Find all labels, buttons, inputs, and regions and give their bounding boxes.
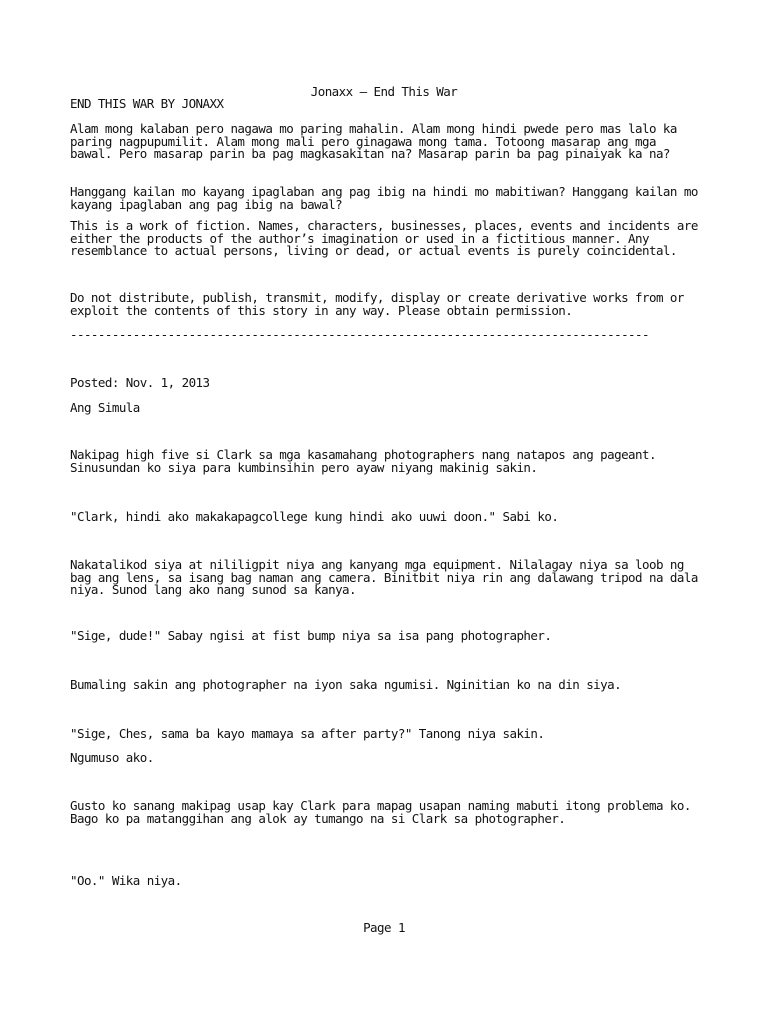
chapter-title: Ang Simula [70,400,140,415]
story-paragraph-4: "Sige, dude!" Sabay ngisi at fist bump niya sa isa pang photographer. [70,628,552,643]
document-title: Jonaxx – End This War [310,84,458,99]
intro-paragraph-1: Alam mong kalaban pero nagawa mo paring mahalin. Alam mong hindi pwede pero mas lalo ka paring nagpupumilit. Alam mong mali pero ginagawa mong tama. Totoong masarap ang mga bawal. Pero masarap parin ba pag magkasakitan na? Masarap parin ba pag pinaiyak ka na? [70,121,677,162]
posted-date: Posted: Nov. 1, 2013 [70,375,210,390]
intro-paragraph-2: Hanggang kailan mo kayang ipaglaban ang pag ibig na hindi mo mabitiwan? Hanggang kailan mo kayang ipaglaban ang pag ibig na bawal? [70,184,698,212]
intro-paragraph-4: Do not distribute, publish, transmit, modify, display or create derivative works from or exploit the contents of this story in any way. Please obtain permission. [70,290,684,318]
story-paragraph-6: "Sige, Ches, sama ba kayo mamaya sa after party?" Tanong niya sakin. [70,726,545,741]
story-paragraph-8: Gusto ko sanang makipag usap kay Clark para mapag usapan naming mabuti itong problema ko. Bago ko pa matanggihan ang alok ay tumango na si Clark sa photographer. [70,798,691,826]
separator-line: ----------------------------------------------------------------------------------- [70,329,649,341]
story-paragraph-2: "Clark, hindi ako makakapagcollege kung hindi ako uuwi doon." Sabi ko. [70,509,559,524]
page-number: Page 1 [363,920,405,935]
story-paragraph-7: Ngumuso ako. [70,750,154,765]
document-subtitle: END THIS WAR BY JONAXX [70,96,224,111]
story-paragraph-9: "Oo." Wika niya. [70,873,182,888]
story-paragraph-1: Nakipag high five si Clark sa mga kasamahang photographers nang natapos ang pageant. Sinusundan ko siya para kumbinsihin pero ayaw niyang makinig sakin. [70,447,656,475]
story-paragraph-5: Bumaling sakin ang photographer na iyon saka ngumisi. Nginitian ko na din siya. [70,677,622,692]
intro-paragraph-3: This is a work of fiction. Names, characters, businesses, places, events and incidents are either the products of the author’s imagination or used in a fictitious manner. Any resemblance to actual persons, living or dead, or actual events is purely coincidental. [70,218,698,259]
story-paragraph-3: Nakatalikod siya at nililigpit niya ang kanyang mga equipment. Nilalagay niya sa loob ng bag ang lens, sa isang bag naman ang camera. Binitbit niya rin ang dalawang tripod na dala niya. Sunod lang ako nang sunod sa kanya. [70,557,698,598]
